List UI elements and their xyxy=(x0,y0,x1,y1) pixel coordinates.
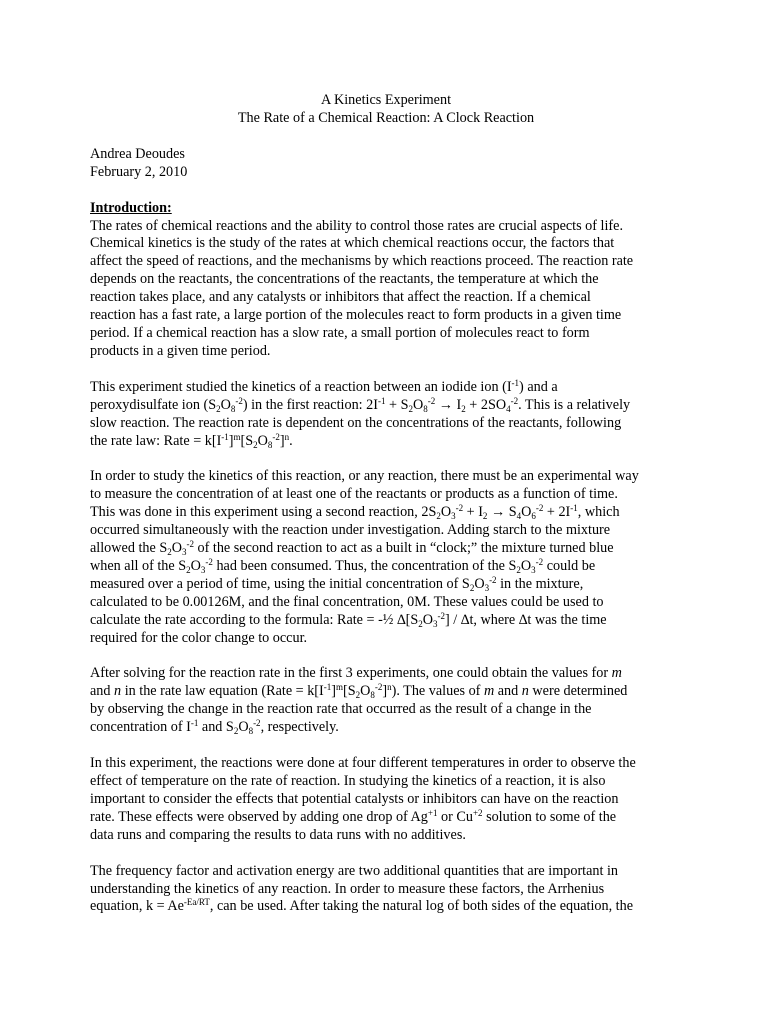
document-body xyxy=(90,92,682,916)
paragraph-line: peroxydisulfate ion $(S_2O_8^{-2})$ in the first reaction: $2I^{-1} + S_2O_8^{-2} \to I_2 + 2SO_4^{-2}$. This is a relatively xyxy=(90,395,631,414)
paragraph-line: measured over a period of time, using the initial concentration of $S_2O_3^{-2}$ in the mixture, xyxy=(90,574,584,593)
paragraph-line: slow reaction. The reaction rate is dependent on the concentrations of the reactants, following xyxy=(90,414,622,431)
paragraph-line: the rate law: Rate = $k[I^{-1}]^m[S_2O_8^{-2}]^n$. xyxy=(90,431,293,450)
section-heading-introduction: Introduction: xyxy=(90,199,172,216)
paragraph-line: period. If a chemical reaction has a slow rate, a small portion of molecules react to form xyxy=(90,324,590,341)
paragraph-line: understanding the kinetics of any reaction. In order to measure these factors, the Arrhenius xyxy=(90,880,605,897)
paragraph-line: allowed the $S_2O_3^{-2}$ of the second reaction to act as a built in “clock;” the mixture turned blue xyxy=(90,539,614,558)
introduction-paragraphs xyxy=(90,218,682,917)
paragraph-line: The rates of chemical reactions and the ability to control those rates are crucial aspects of life. xyxy=(90,217,623,234)
paragraph-line: The frequency factor and activation energy are two additional quantities that are important in xyxy=(90,862,619,879)
paragraph-line: when all of the $S_2O_3^{-2}$ had been consumed. Thus, the concentration of the $S_2O_3^{-2}$ could be xyxy=(90,556,596,575)
introduction-paragraph-6 xyxy=(90,863,682,917)
paragraph-line: data runs and comparing the results to data runs with no additives. xyxy=(90,826,466,843)
paragraph-line: equation, $k = Ae^{-Ea/RT}$, can be used. After taking the natural log of both sides of the equation, the xyxy=(90,897,634,915)
paragraph-line: calculated to be 0.00126M, and the final concentration, 0M. These values could be used to xyxy=(90,593,604,610)
paragraph-line: This experiment studied the kinetics of a reaction between an iodide ion $(I^{-1})$ and a xyxy=(90,377,558,395)
paragraph-line: reaction takes place, and any catalysts or inhibitors that affect the reaction. If a chemical xyxy=(90,289,591,306)
paragraph-line: and n in the rate law equation (Rate = $k[I^{-1}]^m[S_2O_8^{-2}]^n$). The values of m and n were determined xyxy=(90,682,628,701)
document-date: February 2, 2010 xyxy=(90,163,188,180)
paragraph-line: This was done in this experiment using a second reaction, $2S_2O_3^{-2} + I_2 \to S_4O_6^{-2} + 2I^{-1}$, which xyxy=(90,503,620,522)
paragraph-line: rate. These effects were observed by adding one drop of $Ag^{+1}$ or $Cu^{+2}$ solution to some of the xyxy=(90,807,617,825)
paragraph-line: In this experiment, the reactions were done at four different temperatures in order to observe the xyxy=(90,755,636,772)
document-subtitle: The Rate of a Chemical Reaction: A Clock Reaction xyxy=(237,109,535,126)
paragraph-line: affect the speed of reactions, and the mechanisms by which reactions proceed. The reaction rate xyxy=(90,253,634,270)
paragraph-line: Chemical kinetics is the study of the rates at which chemical reactions occur, the factors that xyxy=(90,235,615,252)
paragraph-line: occurred simultaneously with the reaction under investigation. Adding starch to the mixture xyxy=(90,522,611,539)
paragraph-line: effect of temperature on the rate of reaction. In studying the kinetics of a reaction, it is also xyxy=(90,773,606,789)
paragraph-line: calculate the rate according to the formula: Rate = -½ $\Delta[S_2O_3^{-2}] / \Delta t$, where ∆t was the time xyxy=(90,610,607,629)
paragraph-line: concentration of $I^{-1}$ and $S_2O_8^{-2}$, respectively. xyxy=(90,718,339,737)
introduction-paragraph-3 xyxy=(90,468,682,647)
paragraph-line: After solving for the reaction rate in the first 3 experiments, one could obtain the values for m xyxy=(90,665,622,682)
paragraph-line: products in a given time period. xyxy=(90,342,271,359)
paragraph-line: required for the color change to occur. xyxy=(90,629,308,646)
paragraph-line: reaction has a fast rate, a large portion of the molecules react to form products in a given time xyxy=(90,307,622,324)
author-name: Andrea Deoudes xyxy=(90,145,185,162)
paragraph-line: by observing the change in the reaction rate that occurred as the result of a change in the xyxy=(90,701,592,718)
introduction-paragraph-5 xyxy=(90,755,682,845)
introduction-paragraph-1 xyxy=(90,218,682,361)
document-title: A Kinetics Experiment xyxy=(320,92,452,108)
paragraph-line: depends on the reactants, the concentrations of the reactants, the temperature at which the xyxy=(90,271,599,288)
paragraph-line: to measure the concentration of at least one of the reactants or products as a function of time. xyxy=(90,486,618,503)
paragraph-line: important to consider the effects that potential catalysts or inhibitors can have on the reaction xyxy=(90,790,619,807)
introduction-paragraph-4 xyxy=(90,665,682,737)
paragraph-line: In order to study the kinetics of this reaction, or any reaction, there must be an experimental way xyxy=(90,468,639,485)
introduction-paragraph-2 xyxy=(90,379,682,451)
